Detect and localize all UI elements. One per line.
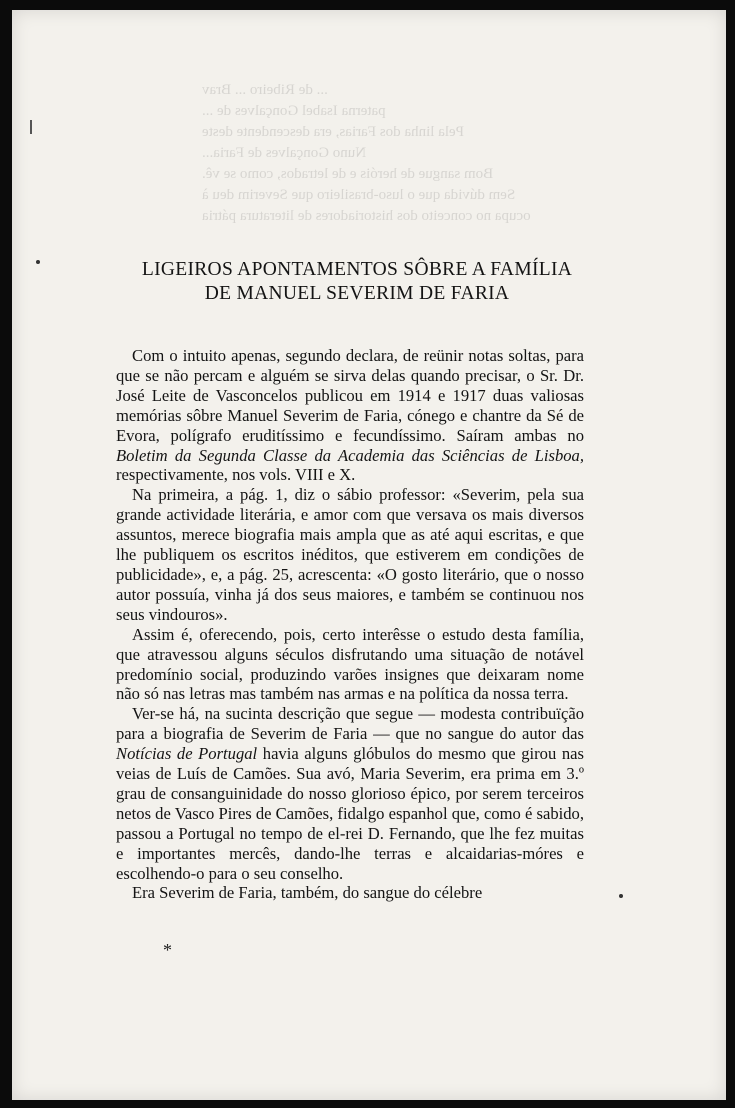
paragraph-text: respectivamente, nos vols. VIII e X. [116, 465, 356, 485]
scan-speck [36, 260, 40, 264]
bleed-through-line: ... de Ribeiro ... Brav [202, 82, 328, 98]
article-body [116, 346, 584, 903]
paragraph-text: Assim é, oferecendo, pois, certo interêsse o estudo desta família, que atravessou alguns séculos disfrutando uma situação de notável predomínio social, produzindo varões insignes que deixaram nome não só nas letras mas também nas armas e na política da nossa terra. [116, 624, 584, 704]
bleed-through-line: ocupa no conceito dos historiadores de literatura pátria [202, 208, 531, 224]
bleed-through-line: Sem dúvida que o luso-brasileiro que Severim deu à [202, 187, 516, 203]
paragraph-text: Ver-se há, na sucinta descrição que segue — modesta contribuïção para a biografia de Severim de Faria — que no sangue do autor das [116, 704, 584, 744]
body-paragraph [116, 625, 584, 705]
paragraph-text: Na primeira, a pág. 1, diz o sábio professor: «Severim, pela sua grande actividade literária, e amor com que versava os mais diversos assuntos, merece biografia mais ampla que as até aqui escritas, e que lhe publiquem os escritos inéditos, que estiverem em condições de publicidade», e, a pág. 25, acrescenta: «O gosto literário, que o nosso autor possuía, vinha já dos seus maiores, e também se continuou nos seus vindouros». [116, 485, 584, 624]
title-line-2: DE MANUEL SEVERIM DE FARIA [204, 283, 510, 304]
bleed-through-line: paterna Isabel Gonçalves de ... [202, 103, 386, 119]
paragraph-text: Era Severim de Faria, também, do sangue do célebre [132, 883, 483, 903]
italic-citation: Notícias de Portugal [116, 744, 258, 764]
body-paragraph [116, 704, 584, 883]
bleed-through-line: Bom sangue de heróis e de letrados, como se vê. [202, 166, 494, 182]
italic-citation: Boletim da Segunda Classe da Academia das Sciências de Lisboa, [116, 445, 584, 465]
body-paragraph [116, 485, 584, 624]
bleed-through-line: Nuno Gonçalves de Faria... [202, 145, 367, 161]
paragraph-text: havia alguns glóbulos do mesmo que girou nas veias de Luís de Camões. Sua avó, Maria Severim, era prima em 3.º grau de consanguinidade do nosso glorioso épico, por serem terceiros netos de Vasco Pires de Camões, fidalgo espanhol que, como é sabido, passou a Portugal no tempo de el-rei D. Fernando, que lhe fez muitas e importantes mercês, dando-lhe terras e alcaidarias-móres e escolhendo-o para o seu conselho. [116, 744, 584, 883]
scan-mark [30, 120, 32, 134]
body-paragraph [116, 346, 584, 485]
scan-speck [619, 894, 623, 898]
title-line-1: LIGEIROS APONTAMENTOS SÔBRE A FAMÍLIA [141, 259, 573, 280]
document-page [12, 10, 726, 1100]
bleed-through-text [202, 80, 602, 227]
footnote-mark: * [163, 940, 172, 960]
page-title [102, 258, 612, 306]
body-paragraph [116, 883, 584, 903]
paragraph-text: Com o intuito apenas, segundo declara, de reünir notas soltas, para que se não percam e alguém se sirva delas quando precisar, o Sr. Dr. José Leite de Vasconcelos publicou em 1914 e 1917 duas valiosas memórias sôbre Manuel Severim de Faria, cónego e chantre da Sé de Evora, polígrafo eruditíssimo e fecundíssimo. Saíram ambas no [116, 346, 584, 445]
bleed-through-line: Pela linha dos Farias, era descendente deste [202, 124, 464, 140]
